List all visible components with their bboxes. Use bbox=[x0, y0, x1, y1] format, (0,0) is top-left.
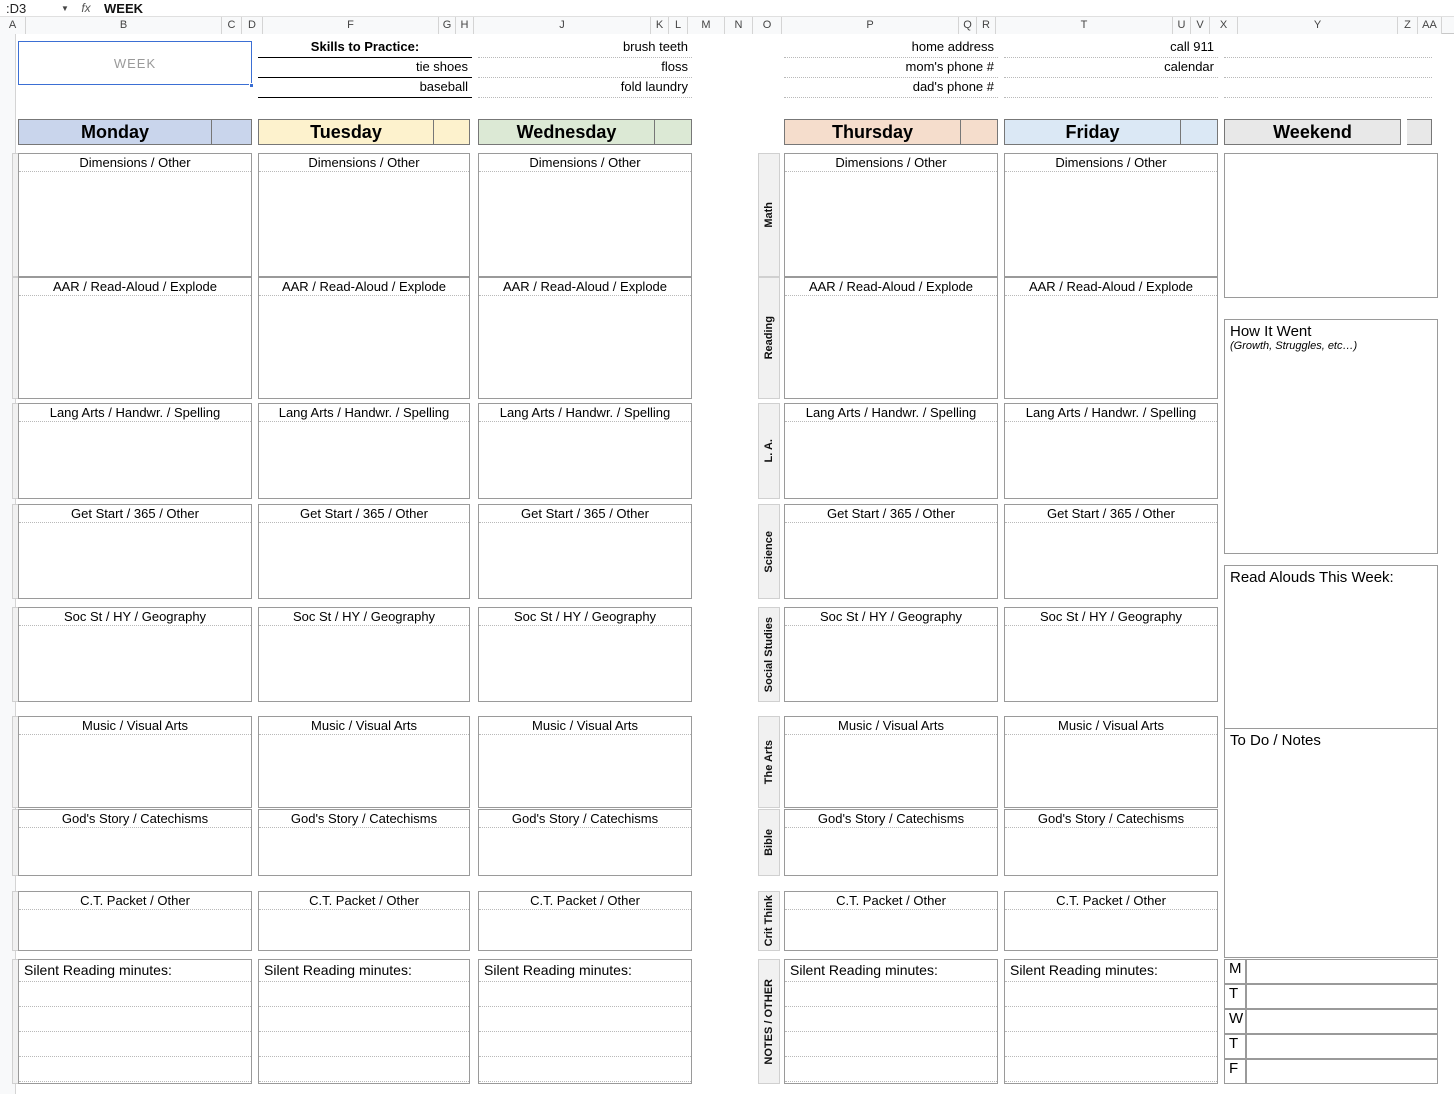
column-header-F[interactable]: F bbox=[263, 17, 439, 34]
planner-cell-header: Lang Arts / Handwr. / Spelling bbox=[19, 404, 251, 422]
column-header-B[interactable]: B bbox=[26, 17, 222, 34]
planner-cell[interactable] bbox=[18, 153, 252, 277]
planner-cell[interactable] bbox=[18, 277, 252, 399]
skills-title: Skills to Practice: bbox=[258, 38, 472, 58]
day-header-label: Weekend bbox=[1273, 121, 1352, 142]
day-tracker-letter-cell[interactable] bbox=[1224, 1009, 1246, 1034]
notes-line[interactable] bbox=[785, 1007, 997, 1032]
column-header-Q[interactable]: Q bbox=[959, 17, 977, 34]
planner-cell[interactable] bbox=[1004, 403, 1218, 499]
planner-cell-header: Music / Visual Arts bbox=[19, 717, 251, 735]
planner-cell-header: Get Start / 365 / Other bbox=[19, 505, 251, 523]
planner-cell-header: Get Start / 365 / Other bbox=[259, 505, 469, 523]
week-cell[interactable] bbox=[18, 41, 252, 85]
day-header-pad-monday bbox=[212, 119, 252, 145]
planner-cell[interactable] bbox=[1004, 809, 1218, 876]
column-header-V[interactable]: V bbox=[1191, 17, 1210, 34]
day-header-label: Tuesday bbox=[310, 121, 382, 142]
day-header-thursday[interactable] bbox=[784, 119, 961, 145]
planner-cell[interactable] bbox=[258, 607, 470, 702]
day-header-pad-weekend bbox=[1407, 119, 1432, 145]
planner-cell-header: Dimensions / Other bbox=[19, 154, 251, 172]
planner-cell-header: Music / Visual Arts bbox=[785, 717, 997, 735]
planner-cell[interactable] bbox=[784, 403, 998, 499]
panel-subtitle: (Growth, Struggles, etc…) bbox=[1230, 340, 1358, 352]
day-header-friday[interactable] bbox=[1004, 119, 1181, 145]
day-tracker-letter-cell[interactable] bbox=[1224, 1059, 1246, 1084]
planner-cell[interactable] bbox=[784, 809, 998, 876]
notes-cell-header: Silent Reading minutes: bbox=[259, 960, 469, 982]
planner-cell-header: God's Story / Catechisms bbox=[259, 810, 469, 828]
planner-cell[interactable] bbox=[258, 153, 470, 277]
column-header-AA[interactable]: AA bbox=[1418, 17, 1442, 34]
function-icon[interactable]: fx bbox=[81, 1, 91, 15]
panel-read-alouds[interactable] bbox=[1224, 565, 1438, 740]
contact-item-0[interactable]: home address bbox=[784, 38, 998, 58]
planner-cell-header: Lang Arts / Handwr. / Spelling bbox=[259, 404, 469, 422]
planner-cell-header: Dimensions / Other bbox=[259, 154, 469, 172]
planner-cell[interactable] bbox=[258, 504, 470, 599]
planner-cell-header: Dimensions / Other bbox=[785, 154, 997, 172]
planner-cell-header: AAR / Read-Aloud / Explode bbox=[479, 278, 691, 296]
planner-cell[interactable] bbox=[18, 809, 252, 876]
skills-item-1[interactable]: baseball bbox=[258, 78, 472, 98]
planner-cell[interactable] bbox=[258, 716, 470, 808]
weekend-open-panel[interactable] bbox=[1224, 153, 1438, 298]
planner-cell[interactable] bbox=[478, 809, 692, 876]
notes-line[interactable] bbox=[479, 982, 691, 1007]
planner-cell[interactable] bbox=[1004, 504, 1218, 599]
notes-line[interactable] bbox=[259, 1032, 469, 1057]
notes-line[interactable] bbox=[19, 1007, 251, 1032]
day-tracker-letter-cell[interactable] bbox=[1224, 984, 1246, 1009]
planner-cell-header: Music / Visual Arts bbox=[479, 717, 691, 735]
planner-cell[interactable] bbox=[1004, 153, 1218, 277]
top-blank-1[interactable] bbox=[1224, 58, 1432, 78]
notes-line[interactable] bbox=[479, 1057, 691, 1082]
notes-cell-header: Silent Reading minutes: bbox=[1005, 960, 1217, 982]
day-header-tuesday[interactable] bbox=[258, 119, 434, 145]
column-header-A[interactable]: A bbox=[0, 17, 26, 34]
notes-line[interactable] bbox=[19, 1032, 251, 1057]
notes-line[interactable] bbox=[1005, 1007, 1217, 1032]
notes-line[interactable] bbox=[19, 1057, 251, 1082]
planner-cell[interactable] bbox=[784, 891, 998, 951]
panel-title: To Do / Notes bbox=[1230, 732, 1321, 749]
planner-cell-header: Get Start / 365 / Other bbox=[785, 505, 997, 523]
memorize-item-blank[interactable] bbox=[1004, 78, 1218, 98]
planner-cell-header: AAR / Read-Aloud / Explode bbox=[259, 278, 469, 296]
subject-label-math: Math bbox=[758, 153, 780, 277]
planner-cell-header: God's Story / Catechisms bbox=[479, 810, 691, 828]
planner-cell[interactable] bbox=[258, 277, 470, 399]
notes-line[interactable] bbox=[785, 1032, 997, 1057]
column-header-M[interactable]: M bbox=[688, 17, 725, 34]
column-header-H[interactable]: H bbox=[456, 17, 474, 34]
day-header-pad-wednesday bbox=[655, 119, 692, 145]
notes-cell[interactable] bbox=[784, 959, 998, 1084]
day-header-weekend[interactable] bbox=[1224, 119, 1401, 145]
subject-label-bible: Bible bbox=[758, 809, 780, 876]
skills-item-0[interactable]: tie shoes bbox=[258, 58, 472, 78]
top-blank-2[interactable] bbox=[1224, 78, 1432, 98]
planner-cell-header: Soc St / HY / Geography bbox=[479, 608, 691, 626]
notes-line[interactable] bbox=[259, 1007, 469, 1032]
day-tracker-entry[interactable] bbox=[1246, 984, 1438, 1009]
planner-cell[interactable] bbox=[478, 716, 692, 808]
planner-cell[interactable] bbox=[1004, 716, 1218, 808]
planner-cell[interactable] bbox=[1004, 607, 1218, 702]
planner-cell[interactable] bbox=[784, 153, 998, 277]
column-header-Y[interactable]: Y bbox=[1238, 17, 1398, 34]
subject-label-science: Science bbox=[758, 504, 780, 599]
planner-cell[interactable] bbox=[784, 504, 998, 599]
formula-bar bbox=[0, 0, 1454, 17]
sheet-grid[interactable] bbox=[0, 34, 1454, 1094]
day-header-label: Friday bbox=[1065, 121, 1120, 142]
subject-label-notes-other: NOTES / OTHER bbox=[758, 959, 780, 1084]
planner-cell-header: AAR / Read-Aloud / Explode bbox=[785, 278, 997, 296]
planner-cell-header: Get Start / 365 / Other bbox=[1005, 505, 1217, 523]
column-header-X[interactable]: X bbox=[1210, 17, 1238, 34]
planner-cell[interactable] bbox=[18, 891, 252, 951]
formula-input[interactable]: WEEK bbox=[104, 0, 143, 16]
notes-cell[interactable] bbox=[258, 959, 470, 1084]
planner-cell[interactable] bbox=[478, 504, 692, 599]
notes-line[interactable] bbox=[19, 982, 251, 1007]
planner-cell[interactable] bbox=[18, 716, 252, 808]
day-header-label: Monday bbox=[80, 121, 149, 142]
planner-cell-header: C.T. Packet / Other bbox=[1005, 892, 1217, 910]
day-tracker-letter: F bbox=[1229, 1060, 1239, 1077]
day-header-monday[interactable] bbox=[18, 119, 212, 145]
notes-line[interactable] bbox=[259, 1057, 469, 1082]
planner-cell[interactable] bbox=[18, 504, 252, 599]
notes-cell[interactable] bbox=[478, 959, 692, 1084]
column-header-Z[interactable]: Z bbox=[1398, 17, 1418, 34]
contact-item-2[interactable]: dad's phone # bbox=[784, 78, 998, 98]
planner-cell-header: Soc St / HY / Geography bbox=[1005, 608, 1217, 626]
planner-cell-header: Lang Arts / Handwr. / Spelling bbox=[785, 404, 997, 422]
day-header-pad-friday bbox=[1181, 119, 1218, 145]
planner-cell[interactable] bbox=[478, 607, 692, 702]
notes-line[interactable] bbox=[1005, 982, 1217, 1007]
subject-label-the-arts: The Arts bbox=[758, 716, 780, 808]
day-tracker-entry[interactable] bbox=[1246, 1009, 1438, 1034]
planner-cell[interactable] bbox=[18, 403, 252, 499]
planner-cell-header: Music / Visual Arts bbox=[259, 717, 469, 735]
day-tracker-letter: W bbox=[1229, 1010, 1244, 1027]
notes-line[interactable] bbox=[1005, 1057, 1217, 1082]
notes-line[interactable] bbox=[785, 982, 997, 1007]
planner-cell[interactable] bbox=[258, 809, 470, 876]
planner-cell[interactable] bbox=[784, 716, 998, 808]
column-header-P[interactable]: P bbox=[782, 17, 959, 34]
chore-item-0[interactable]: brush teeth bbox=[478, 38, 692, 58]
planner-cell-header: Get Start / 365 / Other bbox=[479, 505, 691, 523]
day-header-pad-tuesday bbox=[434, 119, 470, 145]
day-tracker-entry[interactable] bbox=[1246, 1034, 1438, 1059]
planner-cell[interactable] bbox=[1004, 277, 1218, 399]
planner-cell-header: God's Story / Catechisms bbox=[19, 810, 251, 828]
planner-cell-header: AAR / Read-Aloud / Explode bbox=[1005, 278, 1217, 296]
planner-cell-header: AAR / Read-Aloud / Explode bbox=[19, 278, 251, 296]
column-header-U[interactable]: U bbox=[1173, 17, 1191, 34]
day-header-label: Wednesday bbox=[516, 121, 617, 142]
notes-line[interactable] bbox=[479, 1032, 691, 1057]
notes-cell-header: Silent Reading minutes: bbox=[785, 960, 997, 982]
name-box-chevron-down-icon[interactable]: ▼ bbox=[61, 3, 69, 13]
planner-cell-header: C.T. Packet / Other bbox=[19, 892, 251, 910]
planner-cell-header: Soc St / HY / Geography bbox=[785, 608, 997, 626]
chore-item-2[interactable]: fold laundry bbox=[478, 78, 692, 98]
day-tracker-entry[interactable] bbox=[1246, 1059, 1438, 1084]
planner-cell-header: Music / Visual Arts bbox=[1005, 717, 1217, 735]
column-header-G[interactable]: G bbox=[439, 17, 456, 34]
panel-title: How It Went bbox=[1230, 323, 1312, 340]
planner-cell-header: Soc St / HY / Geography bbox=[259, 608, 469, 626]
column-header-L[interactable]: L bbox=[669, 17, 688, 34]
planner-cell-header: Lang Arts / Handwr. / Spelling bbox=[1005, 404, 1217, 422]
column-header-R[interactable]: R bbox=[977, 17, 996, 34]
subject-label-reading: Reading bbox=[758, 277, 780, 399]
subject-label-c-t: Crit Think bbox=[758, 891, 780, 951]
selection-fill-handle[interactable] bbox=[249, 83, 254, 88]
panel-to-do-notes[interactable] bbox=[1224, 728, 1438, 958]
planner-cell[interactable] bbox=[478, 277, 692, 399]
planner-cell[interactable] bbox=[1004, 891, 1218, 951]
column-header-D[interactable]: D bbox=[242, 17, 263, 34]
planner-cell[interactable] bbox=[258, 891, 470, 951]
column-header-T[interactable]: T bbox=[996, 17, 1173, 34]
name-box[interactable]: :D3 bbox=[6, 0, 27, 16]
top-blank-0[interactable] bbox=[1224, 38, 1432, 58]
notes-cell-header: Silent Reading minutes: bbox=[19, 960, 251, 982]
column-header-J[interactable]: J bbox=[474, 17, 651, 34]
day-tracker-letter-cell[interactable] bbox=[1224, 1034, 1246, 1059]
planner-cell[interactable] bbox=[478, 891, 692, 951]
planner-cell[interactable] bbox=[478, 153, 692, 277]
subject-label-social-studies: Social Studies bbox=[758, 607, 780, 702]
column-header-row bbox=[0, 17, 1454, 34]
day-tracker-letter-cell[interactable] bbox=[1224, 959, 1246, 984]
panel-how-it-went[interactable] bbox=[1224, 319, 1438, 554]
notes-line[interactable] bbox=[785, 1057, 997, 1082]
day-tracker-entry[interactable] bbox=[1246, 959, 1438, 984]
planner-cell-header: Lang Arts / Handwr. / Spelling bbox=[479, 404, 691, 422]
subject-label-l-a: L. A. bbox=[758, 403, 780, 499]
day-tracker-letter: T bbox=[1229, 1035, 1239, 1052]
planner-cell[interactable] bbox=[18, 607, 252, 702]
planner-cell[interactable] bbox=[258, 403, 470, 499]
panel-title: Read Alouds This Week: bbox=[1230, 569, 1394, 586]
planner-cell[interactable] bbox=[784, 607, 998, 702]
column-header-N[interactable]: N bbox=[725, 17, 753, 34]
planner-cell-header: C.T. Packet / Other bbox=[479, 892, 691, 910]
planner-cell[interactable] bbox=[478, 403, 692, 499]
day-header-pad-thursday bbox=[961, 119, 998, 145]
planner-cell-header: C.T. Packet / Other bbox=[259, 892, 469, 910]
chore-item-1[interactable]: floss bbox=[478, 58, 692, 78]
column-header-C[interactable]: C bbox=[222, 17, 242, 34]
column-header-O[interactable]: O bbox=[753, 17, 782, 34]
column-header-K[interactable]: K bbox=[651, 17, 669, 34]
planner-cell-header: Dimensions / Other bbox=[479, 154, 691, 172]
contact-item-1[interactable]: mom's phone # bbox=[784, 58, 998, 78]
planner-cell[interactable] bbox=[784, 277, 998, 399]
notes-cell-header: Silent Reading minutes: bbox=[479, 960, 691, 982]
memorize-item-1[interactable]: calendar bbox=[1004, 58, 1218, 78]
day-header-wednesday[interactable] bbox=[478, 119, 655, 145]
memorize-item-0[interactable]: call 911 bbox=[1004, 38, 1218, 58]
planner-cell-header: God's Story / Catechisms bbox=[1005, 810, 1217, 828]
notes-line[interactable] bbox=[479, 1007, 691, 1032]
week-placeholder-text: WEEK bbox=[113, 55, 157, 71]
planner-cell-header: C.T. Packet / Other bbox=[785, 892, 997, 910]
planner-cell-header: Soc St / HY / Geography bbox=[19, 608, 251, 626]
day-tracker-letter: M bbox=[1229, 960, 1242, 977]
day-tracker-letter: T bbox=[1229, 985, 1239, 1002]
notes-line[interactable] bbox=[259, 982, 469, 1007]
notes-cell[interactable] bbox=[18, 959, 252, 1084]
day-header-label: Thursday bbox=[831, 121, 914, 142]
notes-line[interactable] bbox=[1005, 1032, 1217, 1057]
planner-cell-header: Dimensions / Other bbox=[1005, 154, 1217, 172]
planner-cell-header: God's Story / Catechisms bbox=[785, 810, 997, 828]
notes-cell[interactable] bbox=[1004, 959, 1218, 1084]
